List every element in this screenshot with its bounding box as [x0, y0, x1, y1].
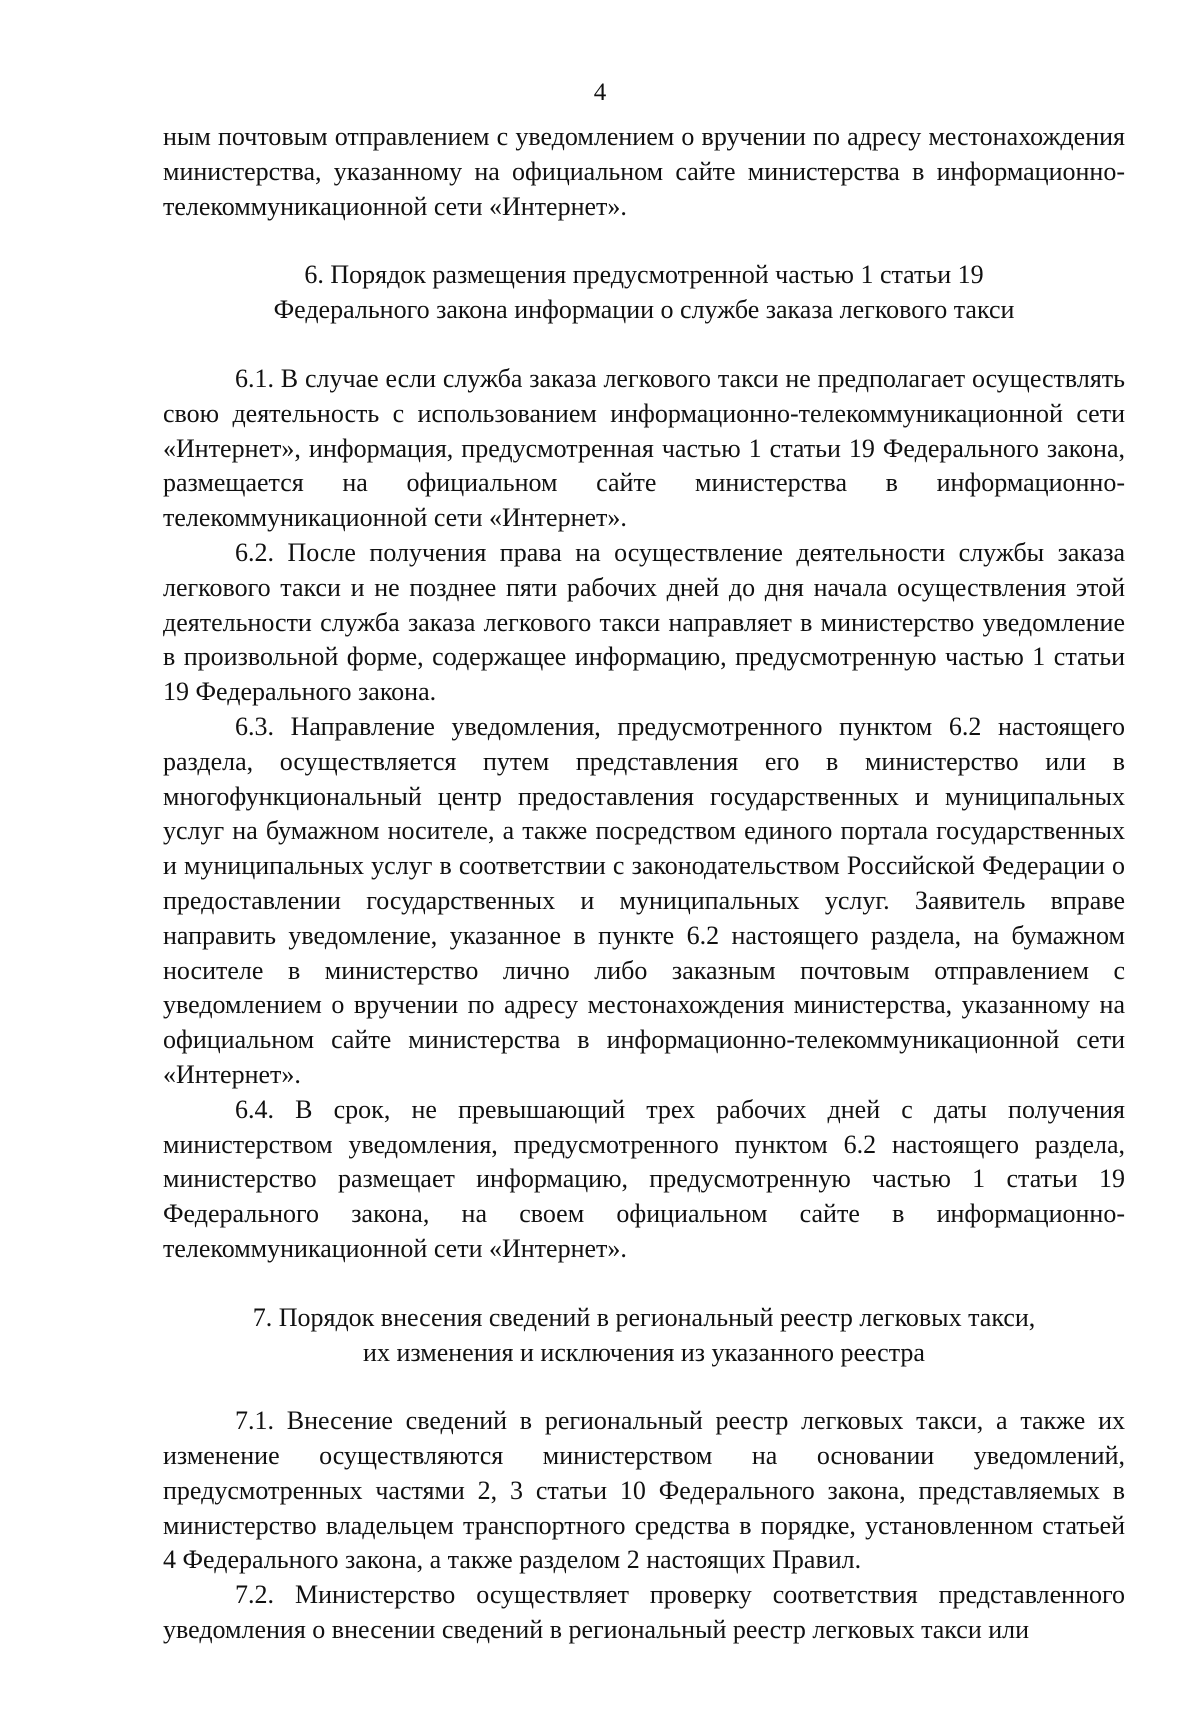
- clause-7-2: 7.2. Министерство осуществляет проверку соответствия представленного уведомления о внесении сведений в региональный реестр легковых такси или: [163, 1580, 1125, 1645]
- section-6-heading: [163, 258, 1125, 328]
- paragraph-continuation: ным почтовым отправлением с уведомлением о вручении по адресу местонахождения министерства, указанному на официальном сайте министерства в информационно-телекоммуникационной сети «Интернет».: [163, 122, 1125, 221]
- section-7-heading-line-2: их изменения и исключения из указанного реестра: [363, 1337, 925, 1367]
- clause-7-1: 7.1. Внесение сведений в региональный реестр легковых такси, а также их изменение осуществляются министерством на основании уведомлений, предусмотренных частями 2, 3 статьи 10 Федерального закона, представляемых в министерство владельцем транспортного средства в порядке, установленном статьей 4 Федерального закона, а также разделом 2 настоящих Правил.: [163, 1406, 1125, 1575]
- document-body: [163, 120, 1125, 1648]
- section-7-heading-line-1: 7. Порядок внесения сведений в региональный реестр легковых такси,: [252, 1302, 1036, 1332]
- section-7-heading: [163, 1301, 1125, 1371]
- clause-6-2: 6.2. После получения права на осуществление деятельности службы заказа легкового такси и не позднее пяти рабочих дней до дня начала осуществления этой деятельности служба заказа легкового такси направляет в министерство уведомление в произвольной форме, содержащее информацию, предусмотренную частью 1 статьи 19 Федерального закона.: [163, 537, 1125, 707]
- clause-6-3: 6.3. Направление уведомления, предусмотренного пунктом 6.2 настоящего раздела, осуществляется путем представления его в министерство или в многофункциональный центр предоставления государственных и муниципальных услуг на бумажном носителе, а также посредством единого портала государственных и муниципальных услуг в соответствии с законодательством Российской Федерации о предоставлении государственных и муниципальных услуг. Заявитель вправе направить уведомление, указанное в пункте 6.2 настоящего раздела, на бумажном носителе в министерство лично либо заказным почтовым отправлением с уведомлением о вручении по адресу местонахождения министерства, указанному на официальном сайте министерства в информационно-телекоммуникационной сети «Интернет».: [163, 711, 1125, 1089]
- section-6-heading-line-1: 6. Порядок размещения предусмотренной частью 1 статьи 19: [304, 260, 984, 290]
- page-number: 4: [593, 79, 607, 106]
- clause-6-4: 6.4. В срок, не превышающий трех рабочих дней с даты получения министерством уведомления, предусмотренного пунктом 6.2 настоящего раздела, министерство размещает информацию, предусмотренную частью 1 статьи 19 Федерального закона, на своем официальном сайте в информационно-телекоммуникационной сети «Интернет».: [163, 1094, 1125, 1263]
- clause-6-1: 6.1. В случае если служба заказа легкового такси не предполагает осуществлять свою деятельность с использованием информационно-телекоммуникационной сети «Интернет», информация, предусмотренная частью 1 статьи 19 Федерального закона, размещается на официальном сайте министерства в информационно-телекоммуникационной сети «Интернет».: [163, 363, 1125, 533]
- section-6-heading-line-2: Федерального закона информации о службе заказа легкового такси: [273, 295, 1015, 325]
